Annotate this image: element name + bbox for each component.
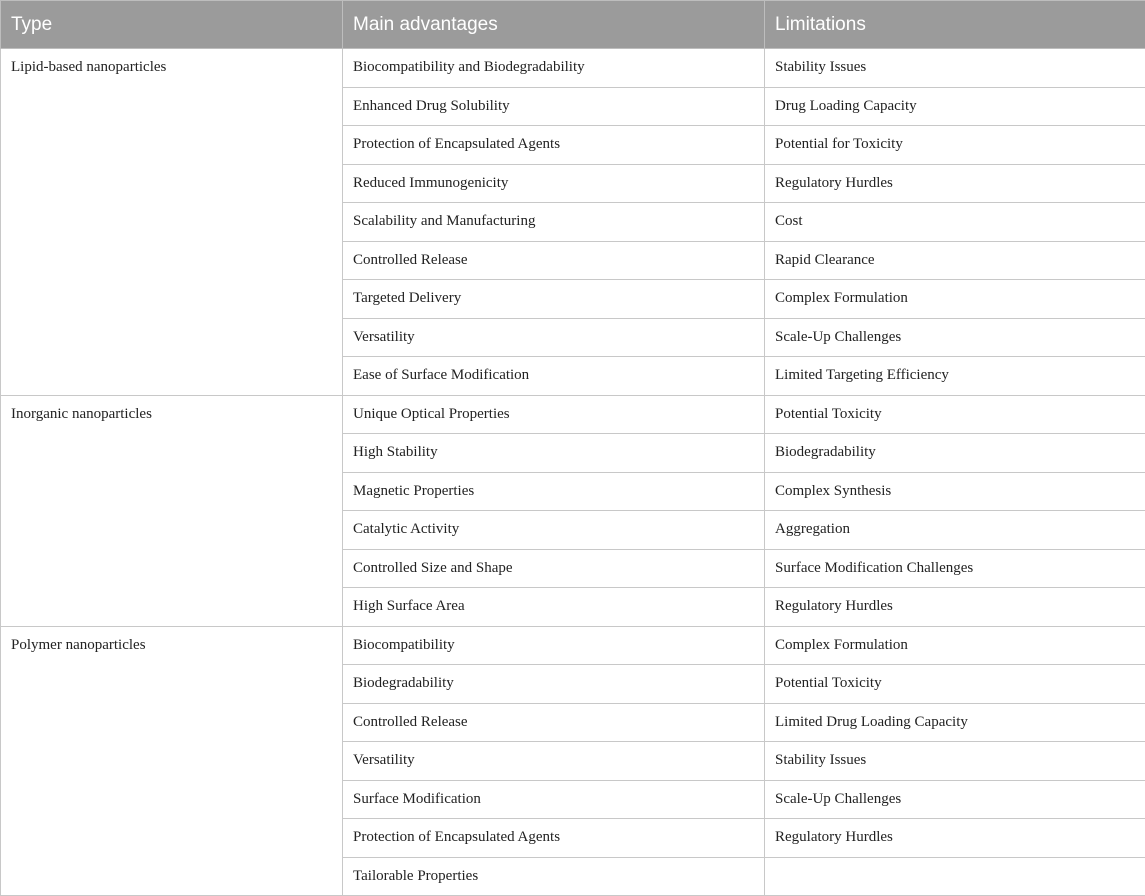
advantage-cell: Surface Modification	[343, 780, 765, 819]
advantage-cell: Unique Optical Properties	[343, 395, 765, 434]
advantage-cell: Protection of Encapsulated Agents	[343, 126, 765, 165]
limitation-cell: Complex Synthesis	[765, 472, 1145, 511]
limitation-cell: Drug Loading Capacity	[765, 87, 1145, 126]
advantage-cell: Tailorable Properties	[343, 857, 765, 896]
type-cell: Polymer nanoparticles	[1, 626, 343, 896]
limitation-cell: Potential Toxicity	[765, 395, 1145, 434]
table-row	[1, 49, 1145, 88]
advantage-cell: Controlled Release	[343, 241, 765, 280]
advantage-cell: Scalability and Manufacturing	[343, 203, 765, 242]
advantage-cell: High Stability	[343, 434, 765, 473]
advantage-cell: Enhanced Drug Solubility	[343, 87, 765, 126]
advantage-cell: Catalytic Activity	[343, 511, 765, 550]
limitation-cell: Complex Formulation	[765, 626, 1145, 665]
limitation-cell: Scale-Up Challenges	[765, 780, 1145, 819]
table-body	[1, 49, 1145, 896]
limitation-cell: Scale-Up Challenges	[765, 318, 1145, 357]
limitation-cell: Regulatory Hurdles	[765, 164, 1145, 203]
limitation-cell: Surface Modification Challenges	[765, 549, 1145, 588]
limitation-cell: Stability Issues	[765, 49, 1145, 88]
limitation-cell: Stability Issues	[765, 742, 1145, 781]
table-header	[1, 1, 1145, 49]
limitation-cell: Cost	[765, 203, 1145, 242]
limitation-cell	[765, 857, 1145, 896]
advantage-cell: Reduced Immunogenicity	[343, 164, 765, 203]
advantage-cell: Biocompatibility and Biodegradability	[343, 49, 765, 88]
advantage-cell: Versatility	[343, 318, 765, 357]
advantage-cell: Controlled Release	[343, 703, 765, 742]
advantage-cell: High Surface Area	[343, 588, 765, 627]
advantage-cell: Versatility	[343, 742, 765, 781]
advantage-cell: Magnetic Properties	[343, 472, 765, 511]
limitation-cell: Regulatory Hurdles	[765, 819, 1145, 858]
table-row	[1, 626, 1145, 665]
header-limitations: Limitations	[765, 1, 1145, 49]
advantage-cell: Ease of Surface Modification	[343, 357, 765, 396]
limitation-cell: Complex Formulation	[765, 280, 1145, 319]
type-cell: Lipid-based nanoparticles	[1, 49, 343, 396]
limitation-cell: Biodegradability	[765, 434, 1145, 473]
header-main-advantages: Main advantages	[343, 1, 765, 49]
header-type: Type	[1, 1, 343, 49]
limitation-cell: Regulatory Hurdles	[765, 588, 1145, 627]
table-row	[1, 395, 1145, 434]
limitation-cell: Limited Targeting Efficiency	[765, 357, 1145, 396]
limitation-cell: Aggregation	[765, 511, 1145, 550]
type-cell: Inorganic nanoparticles	[1, 395, 343, 626]
advantage-cell: Biodegradability	[343, 665, 765, 704]
advantage-cell: Controlled Size and Shape	[343, 549, 765, 588]
limitation-cell: Potential Toxicity	[765, 665, 1145, 704]
limitation-cell: Rapid Clearance	[765, 241, 1145, 280]
header-row	[1, 1, 1145, 49]
advantage-cell: Protection of Encapsulated Agents	[343, 819, 765, 858]
limitation-cell: Limited Drug Loading Capacity	[765, 703, 1145, 742]
limitation-cell: Potential for Toxicity	[765, 126, 1145, 165]
advantage-cell: Targeted Delivery	[343, 280, 765, 319]
advantage-cell: Biocompatibility	[343, 626, 765, 665]
